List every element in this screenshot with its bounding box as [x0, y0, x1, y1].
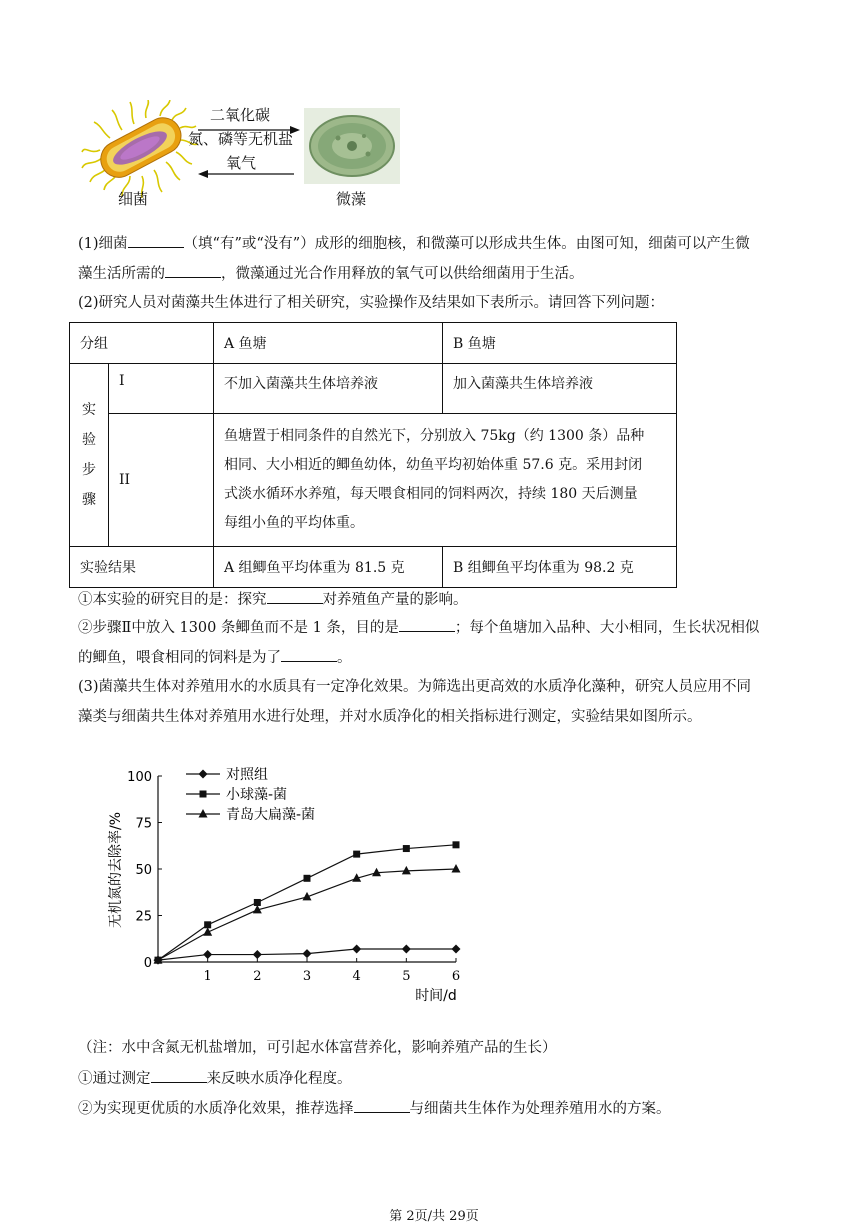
q2-sub2-cont: [78, 647, 352, 668]
q1-text-a: (1)细菌: [78, 236, 128, 252]
table-steps-label: [70, 364, 109, 547]
x-tick-label: 2: [253, 969, 262, 984]
legend-label: 小球藻-菌: [226, 787, 288, 803]
table-row: [70, 323, 677, 364]
q2-sub1-text-a: ①本实验的研究目的是：探究: [78, 592, 267, 608]
chart-y-axis-label: 无机氮的去除率/%: [108, 811, 124, 929]
x-tick-label: 5: [402, 969, 411, 984]
steps-char: 实: [82, 402, 96, 418]
q1-line2: [78, 263, 584, 284]
table-header-b: B 鱼塘: [443, 323, 677, 364]
y-tick-label: 75: [135, 816, 152, 832]
legend-marker-triangle: [199, 809, 208, 818]
q3-sub1: [78, 1068, 352, 1089]
q3-sub2-text-a: ②为实现更优质的水质净化效果，推荐选择: [78, 1101, 354, 1117]
legend-label: 青岛大扁藻-菌: [226, 807, 316, 823]
chart-series: [154, 841, 461, 964]
table-result-b: B 组鲫鱼平均体重为 98.2 克: [443, 547, 677, 588]
data-point-square: [403, 845, 410, 852]
q1-line1: [78, 233, 750, 254]
chart-x-axis-label: 时间/d: [415, 988, 457, 1004]
y-tick-label: 0: [143, 956, 152, 971]
steps-char: 步: [82, 462, 96, 478]
q3-note: （注：水中含氮无机盐增加，可引起水体富营养化，影响养殖产品的生长）: [78, 1040, 557, 1056]
data-point-square: [453, 841, 460, 848]
q3-sub1-text-b: 来反映水质净化程度。: [206, 1071, 352, 1087]
data-point-diamond: [452, 944, 461, 953]
q1-text-c: 藻生活所需的: [78, 266, 165, 282]
step2-desc-line: 鱼塘置于相同条件的自然光下，分别放入 75kg（约 1300 条）品种: [224, 428, 645, 444]
q1-text-d: ，微藻通过光合作用释放的氧气可以供给细菌用于生活。: [221, 266, 584, 282]
table-header-a: A 鱼塘: [214, 323, 443, 364]
x-tick-label: 3: [302, 969, 312, 984]
answer-blank[interactable]: [399, 617, 455, 632]
answer-blank[interactable]: [151, 1068, 207, 1083]
legend-marker-diamond: [199, 770, 208, 779]
answer-blank[interactable]: [128, 233, 184, 248]
series-line-square: [158, 845, 456, 960]
q3-line2: 藻类与细菌共生体对养殖用水进行处理，并对水质净化的相关指标进行测定，实验结果如图所示。: [78, 709, 702, 725]
data-point-diamond: [203, 950, 212, 959]
data-point-square: [304, 875, 311, 882]
chart-legend: [186, 767, 315, 823]
x-tick-label: 1: [203, 969, 212, 984]
legend-marker-square: [200, 791, 207, 798]
step2-desc-line: 每组小鱼的平均体重。: [224, 515, 364, 531]
legend-label: 对照组: [226, 767, 268, 783]
x-tick-label: 4: [352, 969, 361, 984]
x-tick-label: 6: [451, 969, 461, 984]
data-point-diamond: [402, 944, 411, 953]
steps-char: 验: [82, 432, 96, 448]
symbiosis-figure: [80, 100, 410, 210]
table-step2-num: II: [109, 414, 214, 547]
q3-sub2-text-b: 与细菌共生体作为处理养殖用水的方案。: [409, 1101, 671, 1117]
q2-intro: (2)研究人员对菌藻共生体进行了相关研究，实验操作及结果如下表所示。请回答下列问题：: [78, 295, 665, 311]
step2-desc-line: 相同、大小相近的鲫鱼幼体，幼鱼平均初始体重 57.6 克。采用封闭: [224, 457, 643, 473]
data-point-diamond: [352, 944, 361, 953]
q2-sub2-text-d: 。: [337, 650, 352, 666]
data-point-triangle: [203, 927, 212, 936]
arrow-label-oxygen: 氧气: [226, 154, 257, 172]
q2-sub2-text-b: ；每个鱼塘加入品种、大小相同，生长状况相似: [454, 620, 760, 636]
y-tick-label: 100: [127, 770, 152, 785]
q2-sub1-text-b: 对养殖鱼产量的影响。: [322, 592, 468, 608]
line-chart: [98, 760, 478, 1010]
label-microalgae: 微藻: [336, 190, 367, 208]
answer-blank[interactable]: [281, 647, 337, 662]
answer-blank[interactable]: [354, 1098, 410, 1113]
page-footer: 第 2页/共 29页: [389, 1209, 479, 1224]
arrow-label-salts: 氮、磷等无机盐: [188, 130, 294, 148]
q3-sub1-text-a: ①通过测定: [78, 1071, 151, 1087]
chart-ticks: [127, 770, 460, 984]
table-row: [70, 547, 677, 588]
arrow-left-icon: [198, 170, 208, 178]
table-row: [70, 364, 677, 414]
q2-sub2-text-a: ②步骤Ⅱ中放入 1300 条鲫鱼而不是 1 条，目的是: [78, 620, 399, 636]
microalgae-icon: [304, 108, 400, 184]
q1-text-b: （填“有”或“没有”）成形的细胞核，和微藻可以形成共生体。由图可知，细菌可以产生微: [183, 236, 750, 252]
chart-axes: [158, 776, 456, 962]
data-point-diamond: [253, 950, 262, 959]
table-step1-a: 不加入菌藻共生体培养液: [214, 364, 443, 414]
table-step1-num: I: [109, 364, 214, 414]
table-header-group: 分组: [70, 323, 214, 364]
answer-blank[interactable]: [165, 263, 221, 278]
experiment-table: [69, 322, 677, 588]
table-row: [70, 414, 677, 547]
q2-sub2-text-c: 的鲫鱼，喂食相同的饲料是为了: [78, 650, 281, 666]
answer-blank[interactable]: [267, 589, 323, 604]
step2-desc-line: 式淡水循环水养殖，每天喂食相同的饲料两次，持续 180 天后测量: [224, 486, 638, 502]
label-bacteria: 细菌: [118, 190, 149, 208]
steps-char: 骤: [82, 492, 96, 508]
data-point-triangle: [452, 864, 461, 873]
chart-svg: [98, 760, 478, 1010]
data-point-diamond: [303, 949, 312, 958]
series-line-triangle: [158, 869, 456, 960]
table-result-a: A 组鲫鱼平均体重为 81.5 克: [214, 547, 443, 588]
q3-sub2: [78, 1098, 671, 1119]
arrow-label-co2: 二氧化碳: [210, 106, 271, 124]
table-step2-desc: [214, 414, 677, 547]
q2-sub2: [78, 617, 759, 638]
table-result-label: 实验结果: [70, 547, 214, 588]
y-tick-label: 25: [135, 909, 152, 925]
data-point-square: [353, 851, 360, 858]
y-tick-label: 50: [135, 863, 152, 878]
q2-sub1: [78, 589, 468, 610]
q3-line1: (3)菌藻共生体对养殖用水的水质具有一定净化效果。为筛选出更高效的水质净化藻种，研究人员应用不同: [78, 679, 752, 695]
table-step1-b: 加入菌藻共生体培养液: [443, 364, 677, 414]
data-point-triangle: [402, 866, 411, 875]
